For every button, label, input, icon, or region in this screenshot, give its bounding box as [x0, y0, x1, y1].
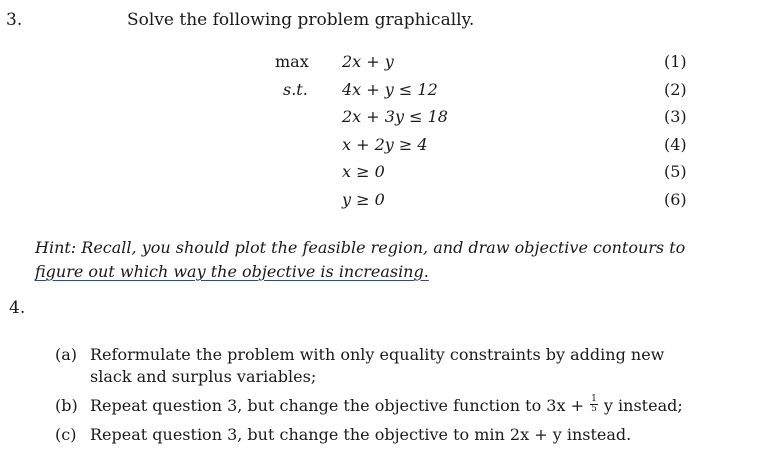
- equation-tag-3: (3): [664, 107, 687, 126]
- lp-expression-3: 2x + 3y ≤ 18: [342, 107, 448, 126]
- question-3-number: 3.: [6, 10, 23, 30]
- hint: [35, 236, 695, 284]
- lp-expression-6: y ≥ 0: [342, 190, 385, 209]
- equation-tag-1: (1): [664, 52, 687, 71]
- part-c-label: (c): [55, 425, 77, 444]
- question-4-number: 4.: [9, 298, 26, 318]
- part-c-text: Repeat question 3, but change the objective to min 2x + y instead.: [90, 425, 632, 444]
- fraction-denominator: 5: [591, 404, 597, 414]
- fraction-numerator: 1: [591, 394, 597, 404]
- lp-expression-4: x + 2y ≥ 4: [342, 135, 428, 154]
- part-a-label: (a): [55, 345, 78, 364]
- lp-expression-5: x ≥ 0: [342, 162, 385, 181]
- constraint-label: s.t.: [283, 80, 308, 99]
- part-c: [55, 424, 735, 448]
- equation-tag-2: (2): [664, 80, 687, 99]
- lp-expression-1: 2x + y: [342, 52, 394, 71]
- objective-label: max: [275, 52, 309, 71]
- equation-tag-5: (5): [664, 162, 687, 181]
- lp-expression-2: 4x + y ≤ 12: [342, 80, 438, 99]
- equation-tag-4: (4): [664, 135, 687, 154]
- part-b-body: [90, 395, 710, 417]
- part-a: [55, 344, 735, 390]
- hint-line-2: figure out which way the objective is increasing.: [35, 262, 429, 281]
- question-3-prompt: Solve the following problem graphically.: [127, 10, 475, 30]
- part-b-label: (b): [55, 396, 78, 415]
- part-b-text-before: Repeat question 3, but change the objective function to 3x +: [90, 396, 584, 415]
- part-b-text-after: y instead;: [603, 396, 683, 415]
- part-a-text: Reformulate the problem with only equality constraints by adding new slack and surplus variables;: [90, 345, 665, 386]
- hint-line-1: Hint: Recall, you should plot the feasible region, and draw objective contours to: [35, 238, 686, 257]
- equation-tag-6: (6): [664, 190, 687, 209]
- part-b: [55, 395, 735, 419]
- fraction-one-fifth: [590, 395, 598, 414]
